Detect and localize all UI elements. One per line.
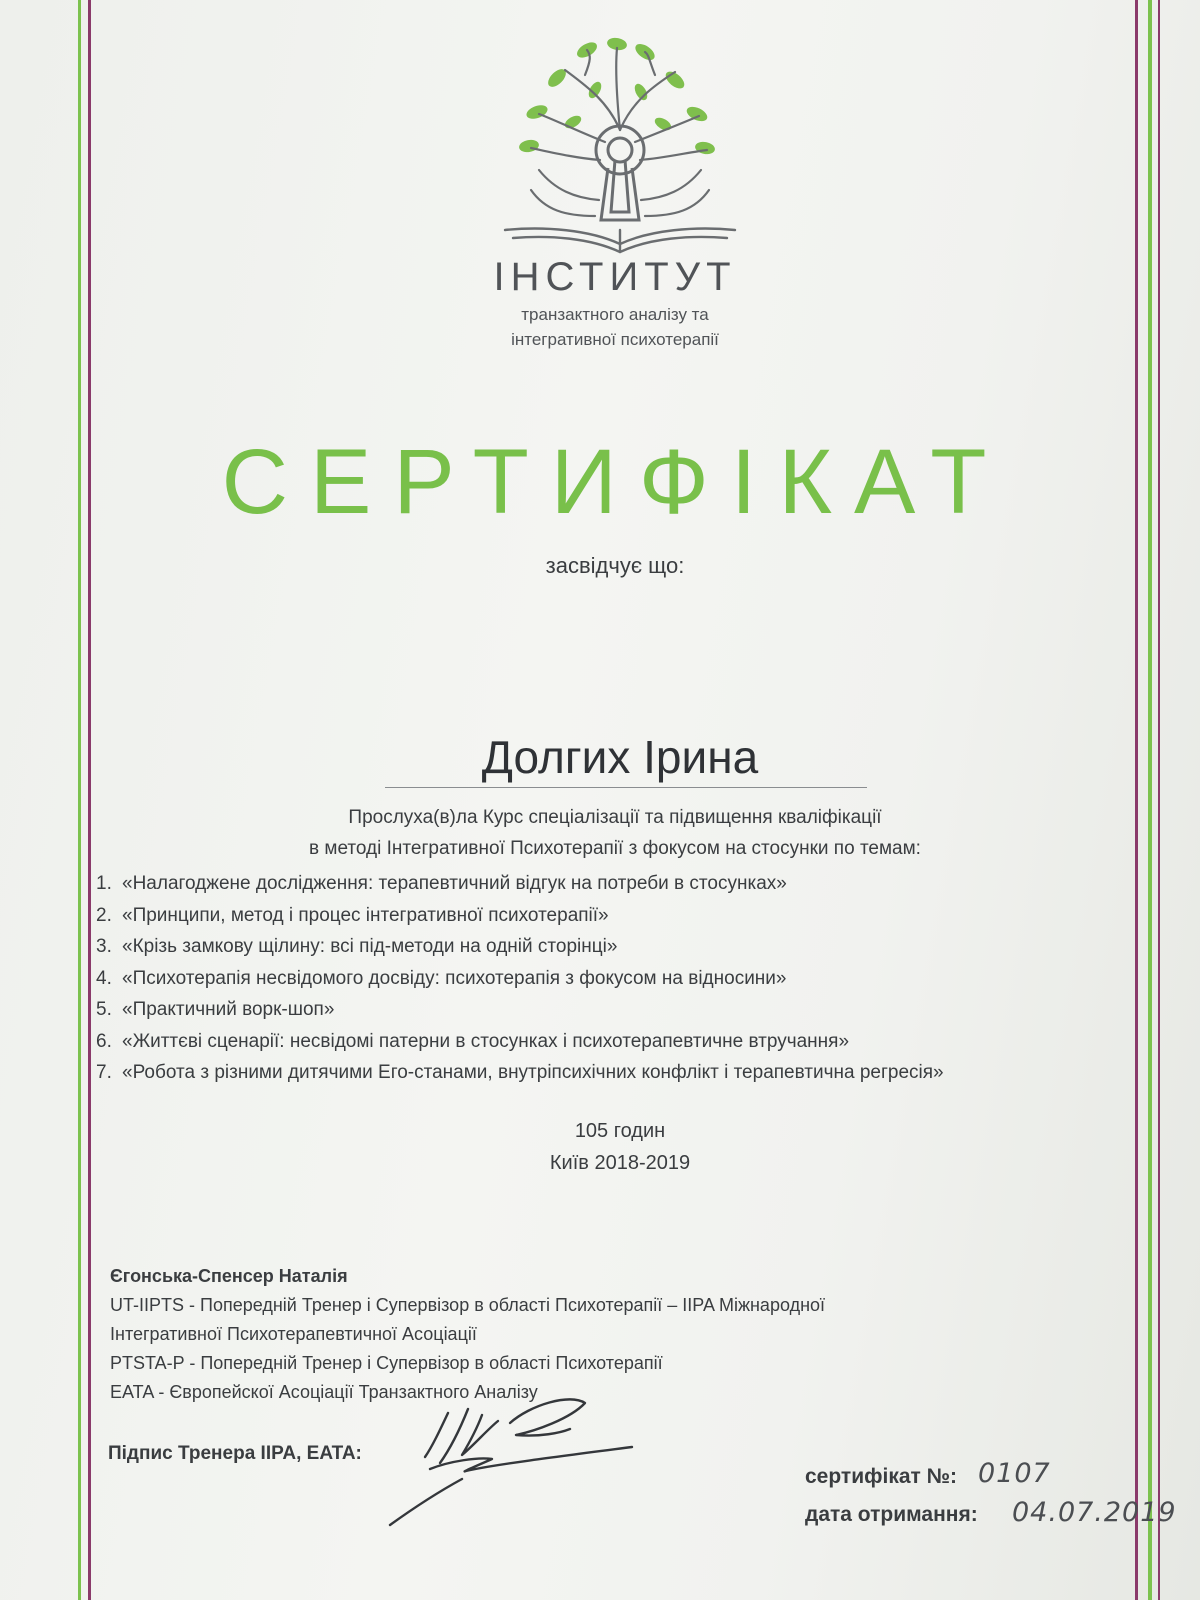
list-item xyxy=(96,868,944,900)
list-item xyxy=(96,900,944,932)
institute-subtitle-line2: інтегративної психотерапії xyxy=(511,330,719,349)
list-item xyxy=(96,994,944,1026)
frame-line-right-purple xyxy=(1135,0,1138,1600)
date-received-value: 04.07.2019 xyxy=(1012,1497,1177,1528)
course-intro-line2: в методі Інтегративної Психотерапії з фокусом на стосунки по темам: xyxy=(309,838,921,859)
trainer-block xyxy=(110,1262,825,1407)
trainer-name: Єгонська-Спенсер Наталія xyxy=(110,1266,348,1286)
topic-number: 3. xyxy=(96,936,112,957)
topic-text: «Крізь замкову щілину: всі під-методи на одній сторінці» xyxy=(122,936,618,957)
trainer-credential-line: Інтегративної Психотерапевтичної Асоціації xyxy=(110,1324,477,1344)
topic-list xyxy=(96,868,944,1089)
list-item xyxy=(96,931,944,963)
topic-text: «Практичний ворк-шоп» xyxy=(122,999,335,1020)
topic-number: 4. xyxy=(96,967,112,989)
date-received-label: дата отримання: xyxy=(805,1503,978,1526)
certifies-text: засвідчує що: xyxy=(545,553,685,578)
topic-number: 1. xyxy=(96,873,112,894)
institute-subtitle-line1: транзактного аналізу та xyxy=(521,305,709,324)
trainer-credential-line: PTSTA-P - Попередній Тренер і Супервізор в області Психотерапії xyxy=(110,1353,663,1373)
list-item xyxy=(96,1057,944,1089)
trainer-credential-line: EATA - Європейскої Асоціації Транзактного Аналізу xyxy=(110,1382,538,1402)
topic-number: 6. xyxy=(96,1030,112,1052)
frame-line-right-green xyxy=(1148,0,1152,1600)
recipient-name: Долгих Ірина xyxy=(481,731,759,783)
certificate-number-value: 0107 xyxy=(978,1458,1051,1489)
course-hours: 105 годин xyxy=(574,1120,666,1142)
topic-text: «Налагоджене дослідження: терапевтичний відгук на потреби в стосунках» xyxy=(122,873,787,894)
course-place-years: Київ 2018-2019 xyxy=(549,1152,691,1174)
recipient-underline xyxy=(385,787,867,788)
certificate-number-label: сертифікат №: xyxy=(805,1465,958,1488)
topic-text: «Життєві сценарії: несвідомі патерни в стосунках і психотерапевтичне втручання» xyxy=(122,1030,850,1052)
topic-text: «Принципи, метод і процес інтегративної психотерапії» xyxy=(122,904,609,926)
list-item xyxy=(96,1026,944,1058)
tree-keyhole-book-icon xyxy=(495,30,745,260)
frame-line-left-purple xyxy=(88,0,91,1600)
institute-title: ІНСТИТУТ xyxy=(493,255,737,299)
frame-line-right-purple-outer xyxy=(1158,0,1160,1600)
certificate-title: СЕРТИФІКАТ xyxy=(221,431,1009,533)
topic-text: «Робота з різними дитячими Его-станами, внутріпсихічних конфлікт і терапевтична регресія» xyxy=(122,1062,944,1083)
signature-label: Підпис Тренера IIPA, EATA: xyxy=(108,1443,362,1464)
trainer-credential-line: UT-IIPTS - Попередній Тренер і Супервізор в області Психотерапії – IIPA Міжнародної xyxy=(110,1295,826,1315)
topic-number: 2. xyxy=(96,904,112,926)
topic-text: «Психотерапія несвідомого досвіду: психотерапія з фокусом на відносини» xyxy=(122,967,787,989)
topic-number: 7. xyxy=(96,1062,112,1083)
list-item xyxy=(96,963,944,995)
course-intro-line1: Прослуха(в)ла Курс спеціалізації та підвищення кваліфікації xyxy=(348,807,882,828)
frame-line-left-green xyxy=(78,0,81,1600)
topic-number: 5. xyxy=(96,999,112,1020)
trainer-signature xyxy=(370,1395,670,1530)
